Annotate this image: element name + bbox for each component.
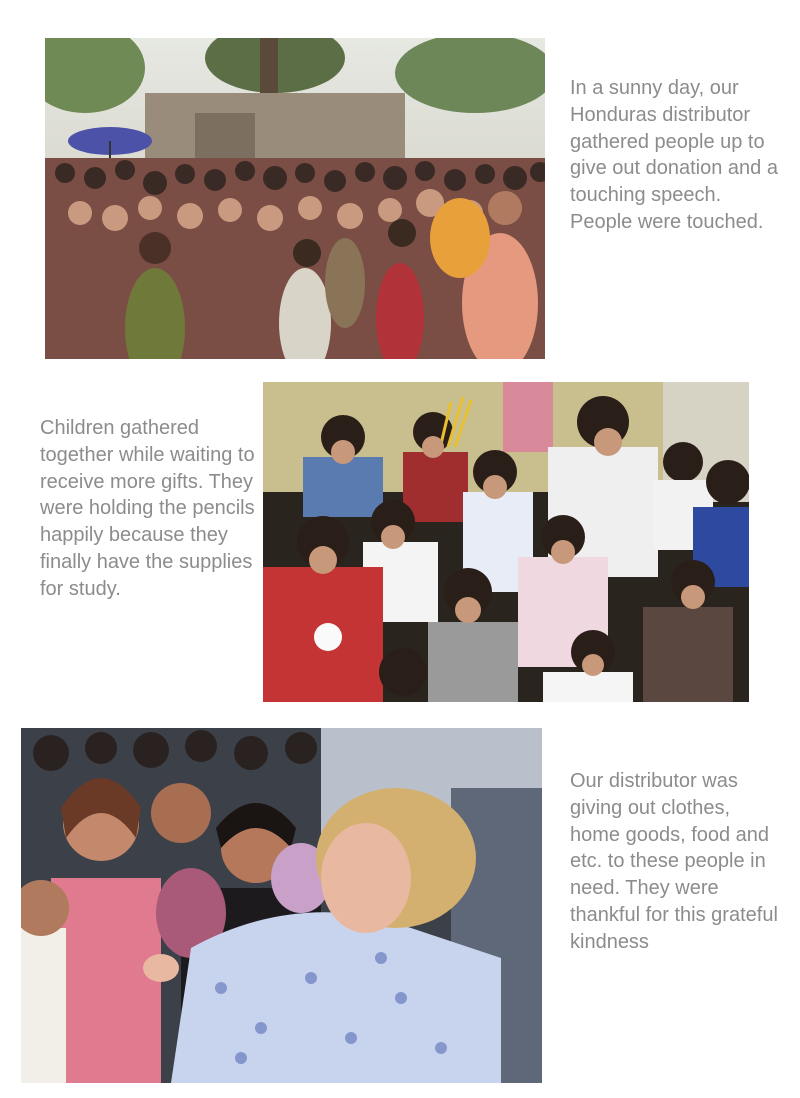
caption-children: Children gathered together while waiting to receive more gifts. They were holding the pencils happily because they finally have the supplies for study. (40, 417, 255, 600)
caption-distribution: Our distributor was giving out clothes, home goods, food and etc. to these people in need. They were thankful for this grateful kindness (570, 770, 778, 953)
crowd-photo (45, 38, 545, 359)
distribution-photo (21, 728, 542, 1083)
caption-crowd: In a sunny day, our Honduras distributor gathered people up to give out donation and a touching speech. People were touched. (570, 77, 778, 233)
children-photo (263, 382, 749, 702)
